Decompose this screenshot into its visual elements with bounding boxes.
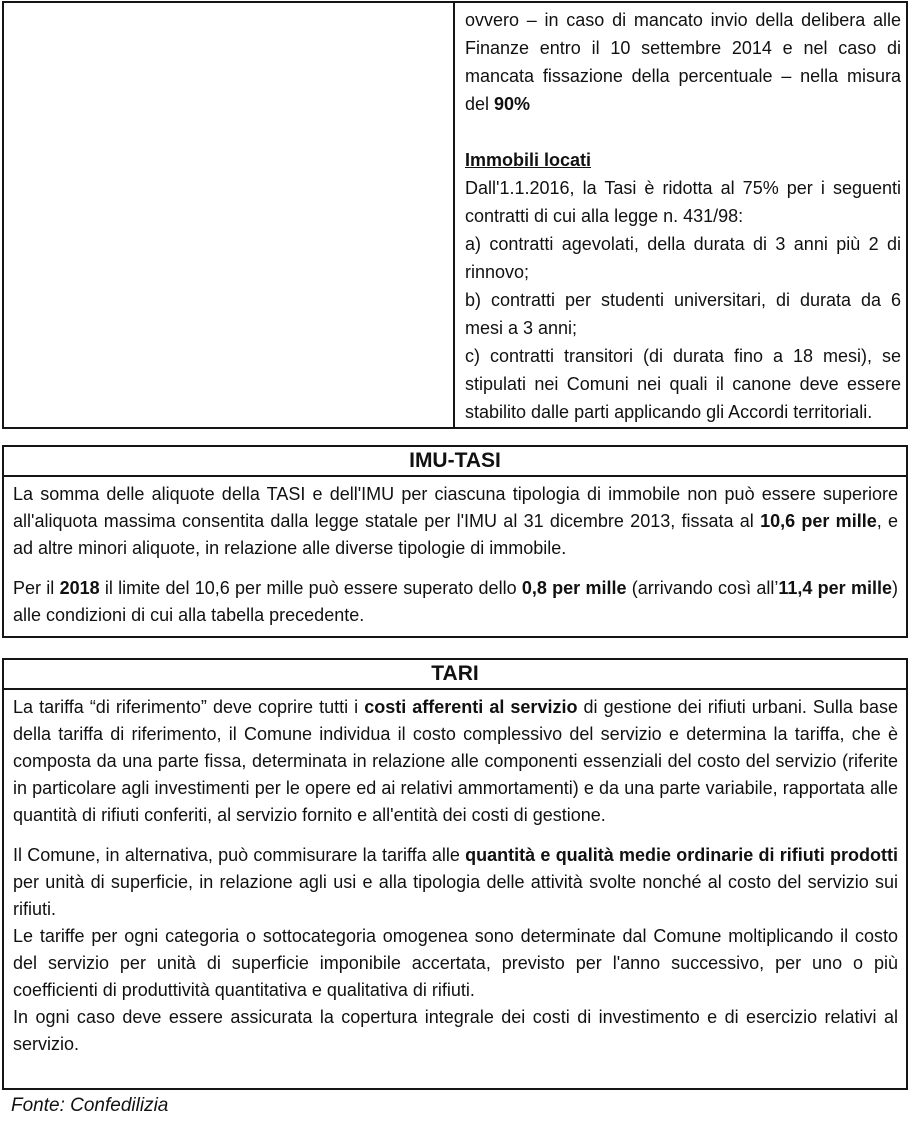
section-tari	[2, 658, 908, 1090]
list-item-a: a) contratti agevolati, della durata di 3 anni più 2 di rinnovo;	[465, 234, 901, 282]
paragraph-imu-tasi-1: La somma delle aliquote della TASI e dell'IMU per ciascuna tipologia di immobile non può essere superiore all'aliquota massima consentita dalla legge statale per l'IMU al 31 dicembre 2013, fissata al 10,6 per mille, e ad altre minori aliquote, in relazione alle diverse tipologie di immobile.	[13, 484, 899, 558]
paragraph-tari-4: In ogni caso deve essere assicurata la copertura integrale dei costi di investimento e di esercizio relativi al servizio.	[13, 1007, 898, 1054]
section-imu-tasi	[2, 445, 908, 638]
blank-line	[465, 118, 901, 146]
document-page	[2, 0, 908, 1118]
paragraph-tari-3: Le tariffe per ogni categoria o sottocategoria omogenea sono determinate dal Comune moltiplicando il costo del servizio per unità di superficie imponibile accertata, previsto per l'anno successivo, per uno o più coefficienti di produttività quantitativa e qualitativa di rifiuti.	[13, 926, 898, 1000]
section-body-imu-tasi	[4, 477, 906, 631]
table-fragment-empty-cell	[4, 3, 455, 427]
paragraph-tari-2: Il Comune, in alternativa, può commisurare la tariffa alle quantità e qualità medie ordinarie di rifiuti prodotti per unità di superficie, in relazione agli usi e alla tipologia delle attività svolte nonché al costo del servizio sui rifiuti.	[13, 845, 898, 919]
paragraph-imu-tasi-2: Per il 2018 il limite del 10,6 per mille può essere superato dello 0,8 per mille (arrivando così all’11,4 per mille) alle condizioni di cui alla tabella precedente.	[13, 578, 898, 625]
section-title-tari: TARI	[4, 660, 906, 690]
table-fragment-text-cell	[455, 3, 906, 427]
paragraph-tari-1: La tariffa “di riferimento” deve coprire tutti i costi afferenti al servizio di gestione dei rifiuti urbani. Sulla base della tariffa di riferimento, il Comune individua il costo complessivo del servizio e determina la tariffa, che è composta da una parte fissa, determinata in relazione alle componenti essenziali del costo del servizio (riferite in particolare agli investimenti per le opere ed ai relativi ammortamenti) e da una parte variabile, rapportata alle quantità di rifiuti conferiti, al servizio fornito e all'entità dei costi di gestione.	[13, 697, 898, 825]
paragraph-tasi-ridotta: Dall'1.1.2016, la Tasi è ridotta al 75% per i seguenti contratti di cui alla legge n. 431/98:	[465, 178, 901, 226]
paragraph-percentuale: ovvero – in caso di mancato invio della delibera alle Finanze entro il 10 settembre 2014 e nel caso di mancata fissazione della percentuale – nella misura del 90%	[465, 10, 901, 114]
section-title-imu-tasi: IMU-TASI	[4, 447, 906, 477]
heading-immobili-locati: Immobili locati	[465, 150, 592, 170]
table-fragment	[2, 1, 908, 429]
source-note: Fonte: Confedilizia	[11, 1095, 169, 1116]
paragraph-gap	[13, 829, 898, 842]
list-item-c: c) contratti transitori (di durata fino a 18 mesi), se stipulati nei Comuni nei quali il canone deve essere stabilito dalle parti applicando gli Accordi territoriali.	[465, 346, 901, 422]
section-body-tari	[4, 690, 906, 1060]
paragraph-gap	[13, 562, 898, 575]
list-item-b: b) contratti per studenti universitari, di durata da 6 mesi a 3 anni;	[465, 290, 901, 338]
